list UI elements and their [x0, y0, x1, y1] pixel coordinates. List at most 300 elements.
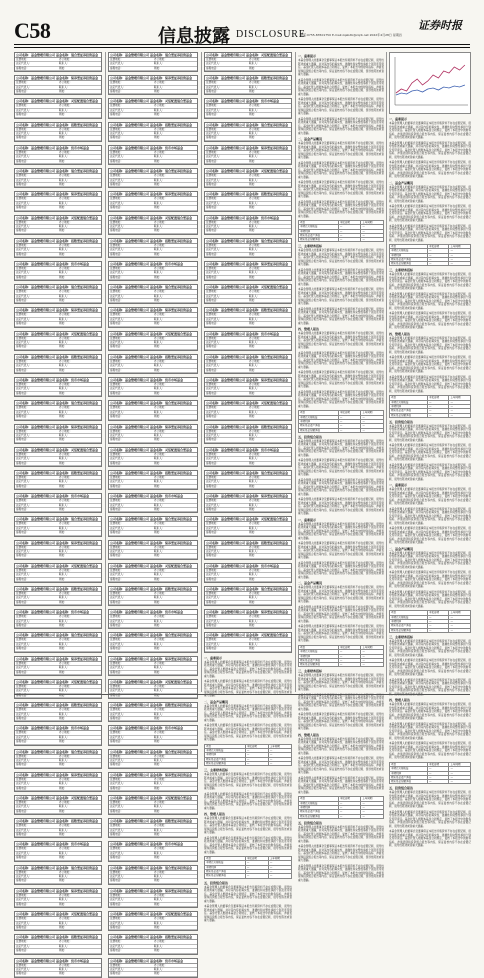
field-label: 客服电话：	[16, 113, 29, 117]
fund-info-box	[108, 238, 198, 258]
fund-info-row	[205, 253, 291, 257]
field-label: 办公地址：	[154, 963, 167, 967]
field-label: 联系人：	[154, 921, 165, 925]
field-label: 法定代表人：	[110, 712, 126, 716]
field-label: 客服电话：	[110, 716, 123, 720]
field-label: 注册地址：	[16, 58, 29, 61]
table-row	[299, 663, 384, 667]
field-label: 网址：	[249, 229, 257, 233]
fund-info-box	[204, 493, 292, 513]
fund-info-row	[109, 787, 197, 791]
field-label: 网址：	[59, 693, 67, 697]
table-cell: —	[428, 262, 449, 266]
field-label: 法定代表人：	[110, 410, 126, 414]
field-label: 法定代表人：	[16, 294, 32, 298]
table-row	[205, 761, 292, 765]
field-label: 客服电话：	[206, 600, 219, 604]
table-cell: —	[449, 767, 471, 771]
field-label: 注册地址：	[16, 452, 29, 456]
fund-info-row	[15, 717, 101, 721]
field-label: 客服电话：	[110, 856, 123, 860]
fund-name: 公司名称：基金管理有限公司 基金名称：债券型证券投资基金	[109, 889, 197, 894]
field-label: 法定代表人：	[16, 851, 32, 855]
field-label: 客服电话：	[16, 577, 29, 581]
table-cell: —	[428, 628, 449, 632]
table-cell: 项目	[299, 645, 339, 649]
field-label: 法定代表人：	[110, 573, 126, 577]
field-label: 联系人：	[59, 573, 70, 577]
fund-name: 公司名称：基金管理有限公司 基金名称：债券型证券投资基金	[109, 76, 197, 81]
fund-info-row	[15, 345, 101, 349]
fund-info-box	[108, 98, 198, 118]
field-label: 法定代表人：	[16, 271, 32, 275]
fund-info-box	[108, 795, 198, 815]
fund-name: 公司名称：基金管理有限公司 基金名称：混合型证券投资基金	[15, 401, 101, 406]
table-cell: —	[428, 400, 449, 404]
field-label: 网址：	[59, 972, 67, 976]
field-label: 联系人：	[59, 480, 70, 484]
field-label: 网址：	[154, 461, 162, 465]
field-label: 联系人：	[154, 433, 165, 437]
fund-name: 公司名称：基金管理有限公司 基金名称：指数型证券投资基金	[15, 819, 101, 824]
fund-name: 公司名称：基金管理有限公司 基金名称：债券型证券投资基金	[109, 192, 197, 197]
page-number: C58	[14, 18, 51, 43]
field-label: 客服电话：	[110, 136, 123, 140]
field-label: 法定代表人：	[110, 689, 126, 693]
fund-info-box	[14, 331, 102, 351]
fund-info-row	[15, 879, 101, 883]
fund-name: 公司名称：基金管理有限公司 基金名称：货币市场基金	[109, 494, 197, 499]
field-label: 办公地址：	[154, 58, 167, 61]
field-label: 注册地址：	[206, 406, 219, 410]
field-label: 联系人：	[59, 712, 70, 716]
fund-name: 公司名称：基金管理有限公司 基金名称：指数型证券投资基金	[109, 123, 197, 128]
fund-name: 公司名称：基金管理有限公司 基金名称：债券型证券投资基金	[15, 192, 101, 197]
field-label: 法定代表人：	[16, 433, 32, 437]
fund-name: 公司名称：基金管理有限公司 基金名称：债券型证券投资基金	[15, 889, 101, 894]
field-label: 网址：	[154, 66, 162, 70]
table-cell: —	[268, 861, 291, 865]
table-row	[299, 428, 384, 432]
field-label: 网址：	[59, 531, 67, 535]
table-row	[299, 814, 384, 818]
field-label: 法定代表人：	[206, 619, 222, 623]
field-label: 办公地址：	[154, 754, 167, 758]
fund-name: 公司名称：基金管理有限公司 基金名称：货币市场基金	[15, 959, 101, 964]
fund-name: 公司名称：基金管理有限公司 基金名称：灵活配置混合型基金	[109, 564, 197, 569]
table-cell: 项目	[299, 411, 339, 415]
field-label: 办公地址：	[59, 963, 72, 967]
fund-name: 公司名称：基金管理有限公司 基金名称：混合型证券投资基金	[205, 239, 291, 244]
field-label: 注册地址：	[110, 266, 123, 270]
field-label: 网址：	[154, 693, 162, 697]
field-label: 网址：	[59, 833, 67, 837]
fund-name: 公司名称：基金管理有限公司 基金名称：灵活配置混合型基金	[205, 285, 291, 290]
fund-name: 公司名称：基金管理有限公司 基金名称：灵活配置混合型基金	[15, 912, 101, 917]
field-label: 联系人：	[249, 433, 260, 437]
field-label: 客服电话：	[206, 531, 219, 535]
field-label: 网址：	[249, 507, 257, 511]
field-label: 注册地址：	[16, 336, 29, 340]
table-cell: —	[338, 420, 361, 424]
field-label: 网址：	[59, 484, 67, 488]
article-paragraph: 本基金管理人的董事会及董事保证本报告所载资料不存在虚假记载、误导性陈述或重大遗漏，并对其内容的真实性、准确性和完整性承担个别及连带责任。基金托管人根据本基金合同规定，复核了本报告中的财务指标、净值表现和投资组合报告等内容，保证复核内容不存在虚假记载、误导性陈述或者重大遗漏。	[389, 791, 471, 809]
field-label: 客服电话：	[16, 902, 29, 906]
article-paragraph: 本基金管理人的董事会及董事保证本报告所载资料不存在虚假记载、误导性陈述或重大遗漏，并对其内容的真实性、准确性和完整性承担个别及连带责任。基金托管人根据本基金合同规定，复核了本报告中的财务指标、净值表现和投资组合报告等内容，保证复核内容不存在虚假记载、误导性陈述或者重大遗漏。	[298, 713, 384, 731]
fund-info-row	[15, 671, 101, 675]
article-heading: 五、投资组合报告	[298, 820, 323, 825]
article-paragraph: 本基金管理人的董事会及董事保证本报告所载资料不存在虚假记载、误导性陈述或重大遗漏，并对其内容的真实性、准确性和完整性承担个别及连带责任。基金托管人根据本基金合同规定，复核了本报告中的财务指标、净值表现和投资组合报告等内容，保证复核内容不存在虚假记载、误导性陈述或者重大遗漏。	[298, 59, 384, 76]
fund-info-box	[14, 795, 102, 815]
table-cell: 本期利润	[390, 620, 428, 624]
field-label: 联系人：	[59, 178, 70, 182]
field-label: 办公地址：	[154, 824, 167, 828]
field-label: 网址：	[154, 182, 162, 186]
table-cell: —	[268, 870, 291, 874]
field-label: 客服电话：	[16, 879, 29, 883]
field-label: 客服电话：	[206, 368, 219, 372]
field-label: 法定代表人：	[16, 828, 32, 832]
field-label: 网址：	[154, 438, 162, 442]
field-label: 网址：	[154, 391, 162, 395]
field-label: 法定代表人：	[206, 573, 222, 577]
fund-info-row	[109, 740, 197, 744]
fund-name: 公司名称：基金管理有限公司 基金名称：指数型证券投资基金	[205, 425, 291, 430]
header-rule	[14, 44, 470, 45]
field-label: 网址：	[154, 252, 162, 256]
field-label: 网址：	[249, 90, 257, 94]
table-cell: 本期已实现收益	[299, 650, 339, 654]
field-label: 客服电话：	[16, 624, 29, 628]
fund-info-row	[109, 438, 197, 442]
table-cell: 本期已实现收益	[299, 225, 339, 229]
field-label: 办公地址：	[249, 58, 262, 61]
fund-name: 公司名称：基金管理有限公司 基金名称：混合型证券投资基金	[205, 587, 291, 592]
field-label: 办公地址：	[154, 406, 167, 410]
field-label: 网址：	[249, 600, 257, 604]
table-cell: 期末基金资产净值	[390, 257, 428, 261]
field-label: 客服电话：	[16, 182, 29, 186]
fund-info-box	[108, 215, 198, 235]
field-label: 注册地址：	[16, 847, 29, 851]
article-paragraph: 本基金管理人的董事会及董事保证本报告所载资料不存在虚假记载、误导性陈述或重大遗漏，并对其内容的真实性、准确性和完整性承担个别及连带责任。基金托管人根据本基金合同规定，复核了本报告中的财务指标、净值表现和投资组合报告等内容，保证复核内容不存在虚假记载、误导性陈述或者重大遗漏。	[298, 586, 384, 604]
table-cell: —	[338, 810, 361, 814]
fund-info-row	[109, 160, 197, 164]
field-label: 联系人：	[154, 248, 165, 252]
field-label: 注册地址：	[16, 893, 29, 897]
field-label: 法定代表人：	[16, 689, 32, 693]
table-cell: 本期已实现收益	[390, 400, 428, 404]
table-cell: 期末基金份额净值	[299, 663, 339, 667]
fund-info-box	[14, 447, 102, 467]
field-label: 法定代表人：	[16, 341, 32, 345]
field-label: 注册地址：	[110, 963, 123, 967]
field-label: 注册地址：	[206, 174, 219, 178]
fund-info-row	[15, 972, 101, 976]
fund-name: 公司名称：基金管理有限公司 基金名称：混合型证券投资基金	[205, 471, 291, 476]
fund-info-box	[108, 702, 198, 722]
fund-info-box	[14, 377, 102, 397]
fund-info-box	[14, 540, 102, 560]
field-label: 注册地址：	[110, 522, 123, 526]
fund-info-row	[109, 903, 197, 907]
chart-axes	[395, 57, 468, 105]
fund-info-row	[205, 554, 291, 558]
field-label: 联系人：	[59, 875, 70, 879]
field-label: 联系人：	[154, 62, 165, 66]
financial-table	[204, 744, 292, 766]
field-label: 网址：	[59, 322, 67, 326]
field-label: 注册地址：	[206, 545, 219, 549]
field-label: 办公地址：	[154, 684, 167, 688]
field-label: 联系人：	[59, 782, 70, 786]
field-label: 网址：	[154, 716, 162, 720]
field-label: 办公地址：	[154, 638, 167, 642]
field-label: 法定代表人：	[16, 480, 32, 484]
article-paragraph: 本基金管理人的董事会及董事保证本报告所载资料不存在虚假记载、误导性陈述或重大遗漏，并对其内容的真实性、准确性和完整性承担个别及连带责任。基金托管人根据本基金合同规定，复核了本报告中的财务指标、净值表现和投资组合报告等内容，保证复核内容不存在虚假记载、误导性陈述或者重大遗漏。	[298, 307, 384, 325]
article-paragraph: 本基金管理人的董事会及董事保证本报告所载资料不存在虚假记载、误导性陈述或重大遗漏，并对其内容的真实性、准确性和完整性承担个别及连带责任。基金托管人根据本基金合同规定，复核了本报告中的财务指标、净值表现和投资组合报告等内容，保证复核内容不存在虚假记载、误导性陈述或者重大遗漏。	[298, 522, 384, 540]
article-heading: 二、基金产品概况	[389, 546, 414, 551]
field-label: 客服电话：	[16, 531, 29, 535]
fund-info-row	[205, 90, 291, 94]
field-label: 联系人：	[249, 62, 260, 66]
fund-info-box	[14, 865, 102, 885]
fund-info-box	[204, 586, 292, 606]
field-label: 网址：	[154, 275, 162, 279]
fund-info-row	[109, 601, 197, 605]
field-label: 法定代表人：	[110, 480, 126, 484]
field-label: 网址：	[59, 90, 67, 94]
field-label: 客服电话：	[16, 345, 29, 349]
table-cell: —	[449, 615, 471, 619]
fund-info-row	[15, 90, 101, 94]
fund-info-box	[108, 261, 198, 281]
field-label: 网址：	[59, 600, 67, 604]
table-cell: 上年同期	[361, 221, 384, 225]
fund-info-row	[15, 833, 101, 837]
fund-info-box	[14, 470, 102, 490]
column-3	[204, 52, 292, 923]
field-label: 办公地址：	[154, 708, 167, 712]
field-label: 网址：	[154, 206, 162, 210]
field-label: 联系人：	[154, 85, 165, 89]
fund-name: 公司名称：基金管理有限公司 基金名称：混合型证券投资基金	[15, 169, 101, 174]
table-cell: 本期利润	[299, 654, 339, 658]
fund-info-row	[109, 90, 197, 94]
fund-name: 公司名称：基金管理有限公司 基金名称：指数型证券投资基金	[109, 819, 197, 824]
field-label: 网址：	[59, 345, 67, 349]
table-cell: —	[361, 428, 384, 432]
field-label: 法定代表人：	[206, 201, 222, 205]
table-cell: 本期利润	[205, 753, 246, 757]
field-label: 办公地址：	[154, 777, 167, 781]
field-label: 法定代表人：	[16, 735, 32, 739]
field-label: 网址：	[154, 902, 162, 906]
fund-info-box	[204, 98, 292, 118]
field-label: 客服电话：	[206, 229, 219, 233]
table-cell: —	[361, 225, 384, 229]
article-paragraph: 本基金管理人的董事会及董事保证本报告所载资料不存在虚假记载、误导性陈述或重大遗漏，并对其内容的真实性、准确性和完整性承担个别及连带责任。基金托管人根据本基金合同规定，复核了本报告中的财务指标、净值表现和投资组合报告等内容，保证复核内容不存在虚假记载、误导性陈述或者重大遗漏。	[298, 459, 384, 477]
field-label: 网址：	[154, 90, 162, 94]
fund-info-box	[108, 424, 198, 444]
field-label: 网址：	[249, 252, 257, 256]
fund-info-box	[108, 75, 198, 95]
field-label: 客服电话：	[16, 322, 29, 326]
field-label: 网址：	[154, 484, 162, 488]
field-label: 注册地址：	[110, 174, 123, 178]
fund-name: 公司名称：基金管理有限公司 基金名称：指数型证券投资基金	[205, 192, 291, 197]
fund-info-row	[205, 462, 291, 466]
field-label: 网址：	[249, 438, 257, 442]
table-cell: 本报告期	[338, 797, 361, 801]
table-cell: 本期利润	[299, 806, 339, 810]
field-label: 网址：	[249, 577, 257, 581]
field-label: 联系人：	[249, 619, 260, 623]
field-label: 联系人：	[59, 805, 70, 809]
field-label: 联系人：	[249, 108, 260, 112]
fund-name: 公司名称：基金管理有限公司 基金名称：债券型证券投资基金	[205, 494, 291, 499]
fund-name: 公司名称：基金管理有限公司 基金名称：债券型证券投资基金	[109, 425, 197, 430]
field-label: 办公地址：	[249, 429, 262, 433]
article-paragraph: 本基金管理人的董事会及董事保证本报告所载资料不存在虚假记载、误导性陈述或重大遗漏，并对其内容的真实性、准确性和完整性承担个别及连带责任。基金托管人根据本基金合同规定，复核了本报告中的财务指标、净值表现和投资组合报告等内容，保证复核内容不存在虚假记载、误导性陈述或者重大遗漏。	[204, 724, 292, 742]
field-label: 办公地址：	[154, 499, 167, 503]
fund-info-row	[205, 415, 291, 419]
fund-info-row	[109, 833, 197, 837]
field-label: 网址：	[59, 206, 67, 210]
fund-name: 公司名称：基金管理有限公司 基金名称：货币市场基金	[15, 146, 101, 151]
field-label: 网址：	[154, 415, 162, 419]
fund-name: 公司名称：基金管理有限公司 基金名称：货币市场基金	[15, 494, 101, 499]
table-cell: —	[338, 428, 361, 432]
fund-info-box	[14, 911, 102, 931]
table-cell: —	[361, 654, 384, 658]
field-label: 办公地址：	[59, 708, 72, 712]
article-paragraph: 本基金管理人的董事会及董事保证本报告所载资料不存在虚假记载、误导性陈述或重大遗漏，并对其内容的真实性、准确性和完整性承担个别及连带责任。基金托管人根据本基金合同规定，复核了本报告中的财务指标、净值表现和投资组合报告等内容，保证复核内容不存在虚假记载、误导性陈述或者重大遗漏。	[298, 439, 384, 457]
column-4	[298, 52, 384, 882]
field-label: 客服电话：	[110, 949, 123, 953]
article-paragraph: 本基金管理人的董事会及董事保证本报告所载资料不存在虚假记载、误导性陈述或重大遗漏，并对其内容的真实性、准确性和完整性承担个别及连带责任。基金托管人根据本基金合同规定，复核了本报告中的财务指标、净值表现和投资组合报告等内容，保证复核内容不存在虚假记载、误导性陈述或者重大遗漏。	[389, 141, 471, 159]
article-paragraph: 本基金管理人的董事会及董事保证本报告所载资料不存在虚假记载、误导性陈述或重大遗漏，并对其内容的真实性、准确性和完整性承担个别及连带责任。基金托管人根据本基金合同规定，复核了本报告中的财务指标、净值表现和投资组合报告等内容，保证复核内容不存在虚假记载、误导性陈述或者重大遗漏。	[298, 542, 384, 560]
table-cell: 本期已实现收益	[299, 801, 339, 805]
field-label: 客服电话：	[110, 345, 123, 349]
field-label: 客服电话：	[16, 972, 29, 976]
field-label: 注册地址：	[16, 150, 29, 154]
field-label: 法定代表人：	[110, 132, 126, 136]
fund-info-row	[15, 183, 101, 187]
fund-info-box	[14, 772, 102, 792]
field-label: 网址：	[59, 647, 67, 651]
fund-name: 公司名称：基金管理有限公司 基金名称：货币市场基金	[15, 378, 101, 383]
field-label: 注册地址：	[16, 266, 29, 270]
field-label: 法定代表人：	[16, 642, 32, 646]
fund-name: 公司名称：基金管理有限公司 基金名称：货币市场基金	[109, 726, 197, 731]
article-heading: 四、管理人报告	[389, 331, 411, 336]
fund-info-row	[15, 903, 101, 907]
fund-info-box	[108, 911, 198, 931]
table-cell: 上年同期	[449, 762, 471, 766]
field-label: 客服电话：	[110, 66, 123, 70]
table-cell: —	[245, 870, 268, 874]
field-label: 客服电话：	[110, 507, 123, 511]
fund-info-box	[108, 493, 198, 513]
article-paragraph: 本基金管理人的董事会及董事保证本报告所载资料不存在虚假记载、误导性陈述或重大遗漏，并对其内容的真实性、准确性和完整性承担个别及连带责任。基金托管人根据本基金合同规定，复核了本报告中的财务指标、净值表现和投资组合报告等内容，保证复核内容不存在虚假记载、误导性陈述或者重大遗漏。	[298, 249, 384, 267]
field-label: 联系人：	[154, 457, 165, 461]
field-label: 注册地址：	[206, 313, 219, 317]
table-cell: —	[338, 806, 361, 810]
field-label: 联系人：	[59, 642, 70, 646]
footer-rule	[14, 694, 470, 695]
table-cell: 期末基金份额净值	[299, 814, 339, 818]
fund-name: 公司名称：基金管理有限公司 基金名称：混合型证券投资基金	[109, 517, 197, 522]
field-label: 法定代表人：	[206, 132, 222, 136]
article-paragraph: 本基金管理人的董事会及董事保证本报告所载资料不存在虚假记载、误导性陈述或重大遗漏，并对其内容的真实性、准确性和完整性承担个别及连带责任。基金托管人根据本基金合同规定，复核了本报告中的财务指标、净值表现和投资组合报告等内容，保证复核内容不存在虚假记载、误导性陈述或者重大遗漏。	[298, 498, 384, 516]
article-paragraph: 本基金管理人的董事会及董事保证本报告所载资料不存在虚假记载、误导性陈述或重大遗漏，并对其内容的真实性、准确性和完整性承担个别及连带责任。基金托管人根据本基金合同规定，复核了本报告中的财务指标、净值表现和投资组合报告等内容，保证复核内容不存在虚假记载、误导性陈述或者重大遗漏。	[298, 625, 384, 643]
fund-name: 公司名称：基金管理有限公司 基金名称：债券型证券投资基金	[205, 378, 291, 383]
field-label: 客服电话：	[16, 159, 29, 163]
column-divider	[386, 52, 387, 692]
fund-info-row	[15, 462, 101, 466]
field-label: 联系人：	[154, 550, 165, 553]
field-label: 客服电话：	[110, 461, 123, 465]
fund-info-box	[14, 888, 102, 908]
field-label: 办公地址：	[249, 545, 262, 549]
fund-info-box	[204, 75, 292, 95]
field-label: 客服电话：	[110, 322, 123, 326]
table-cell: 本期已实现收益	[390, 249, 428, 253]
field-label: 办公地址：	[154, 150, 167, 154]
fund-info-box	[204, 609, 292, 629]
fund-info-row	[15, 229, 101, 233]
article-paragraph: 本基金管理人的董事会及董事保证本报告所载资料不存在虚假记载、误导性陈述或重大遗漏，并对其内容的真实性、准确性和完整性承担个别及连带责任。基金托管人根据本基金合同规定，复核了本报告中的财务指标、净值表现和投资组合报告等内容，保证复核内容不存在虚假记载、误导性陈述或者重大遗漏。	[298, 78, 384, 96]
table-row	[299, 238, 384, 242]
field-label: 办公地址：	[59, 243, 72, 247]
field-label: 办公地址：	[154, 522, 167, 526]
table-cell: —	[361, 424, 384, 428]
table-cell: 项目	[205, 857, 246, 861]
field-label: 客服电话：	[206, 554, 219, 558]
fund-info-row	[205, 276, 291, 280]
field-label: 注册地址：	[206, 150, 219, 154]
table-cell: 本期已实现收益	[205, 748, 246, 752]
field-label: 联系人：	[154, 851, 165, 855]
table-cell: 项目	[299, 221, 339, 225]
field-label: 客服电话：	[110, 182, 123, 186]
fund-name: 公司名称：基金管理有限公司 基金名称：货币市场基金	[15, 842, 101, 847]
table-row	[390, 780, 471, 784]
fund-info-box	[108, 122, 198, 142]
field-label: 网址：	[59, 391, 67, 395]
field-label: 法定代表人：	[206, 550, 222, 553]
field-label: 法定代表人：	[206, 480, 222, 484]
article-paragraph: 本基金管理人的董事会及董事保证本报告所载资料不存在虚假记载、误导性陈述或重大遗漏，并对其内容的真实性、准确性和完整性承担个别及连带责任。基金托管人根据本基金合同规定，复核了本报告中的财务指标、净值表现和投资组合报告等内容，保证复核内容不存在虚假记载、误导性陈述或者重大遗漏。	[389, 571, 471, 589]
fund-name: 公司名称：基金管理有限公司 基金名称：债券型证券投资基金	[15, 541, 101, 546]
field-label: 客服电话：	[206, 66, 219, 70]
fund-info-box	[14, 122, 102, 142]
field-label: 注册地址：	[206, 220, 219, 224]
field-label: 办公地址：	[154, 661, 167, 665]
fund-info-row	[109, 392, 197, 396]
fund-info-row	[205, 578, 291, 582]
fund-name: 公司名称：基金管理有限公司 基金名称：灵活配置混合型基金	[205, 169, 291, 174]
field-label: 办公地址：	[59, 359, 72, 363]
field-label: 法定代表人：	[16, 967, 32, 971]
field-label: 办公地址：	[59, 150, 72, 154]
article-heading: 二、基金产品概况	[389, 180, 414, 185]
article-paragraph: 本基金管理人的董事会及董事保证本报告所载资料不存在虚假记载、误导性陈述或重大遗漏，并对其内容的真实性、准确性和完整性承担个别及连带责任。基金托管人根据本基金合同规定，复核了本报告中的财务指标、净值表现和投资组合报告等内容，保证复核内容不存在虚假记载、误导性陈述或者重大遗漏。	[389, 205, 471, 222]
field-label: 注册地址：	[110, 870, 123, 874]
table-cell: —	[338, 415, 361, 419]
field-label: 客服电话：	[110, 275, 123, 279]
